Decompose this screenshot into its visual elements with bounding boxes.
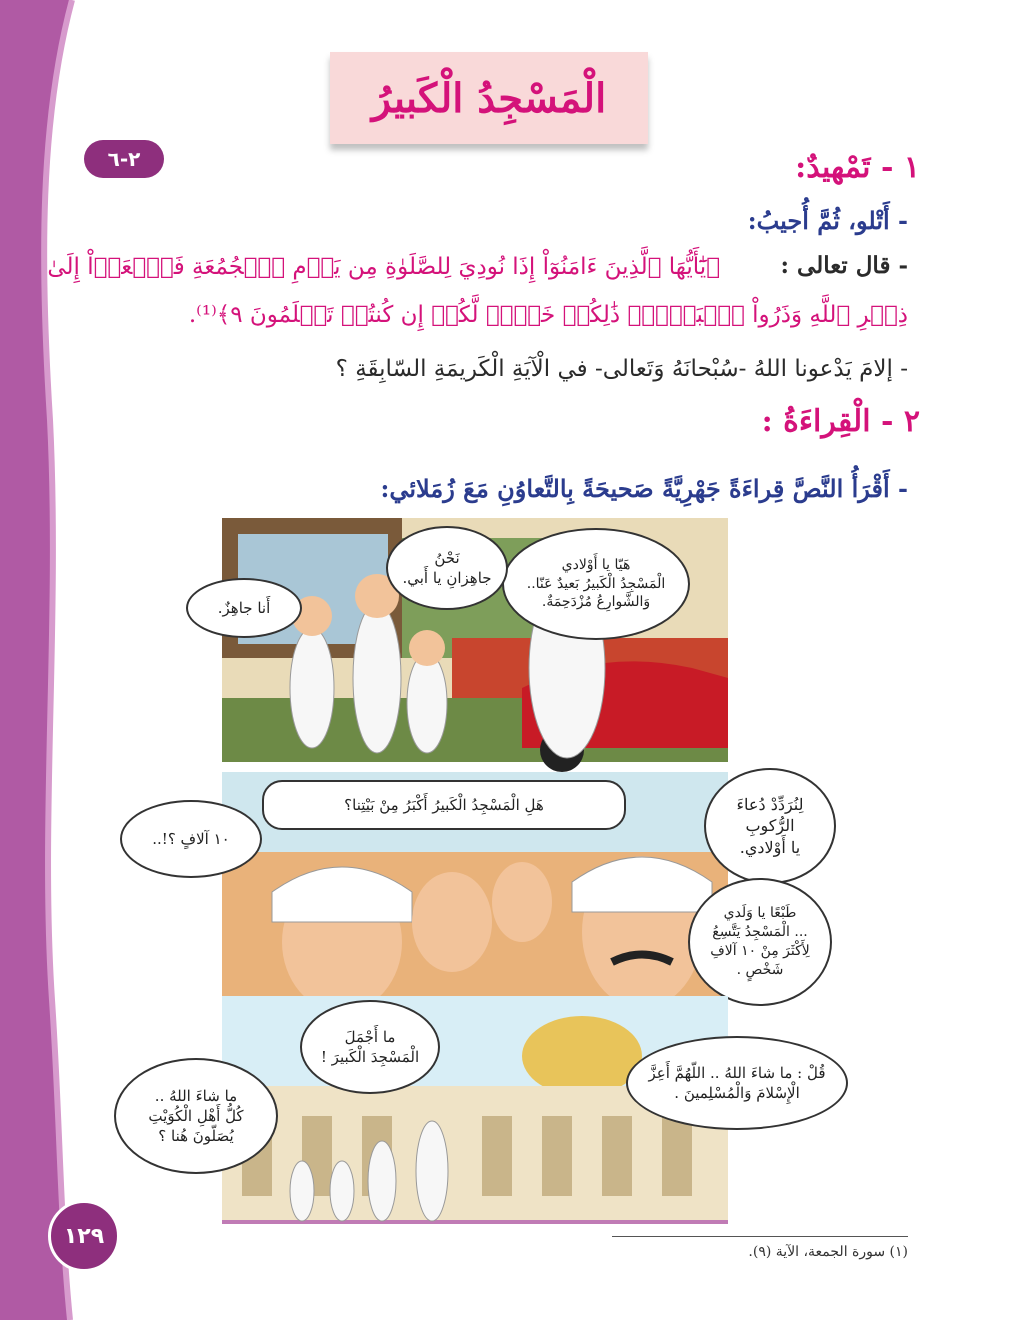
bubble-ten-thousand: ١٠ آلافٍ ؟!.. bbox=[120, 800, 262, 878]
comic-panel-3 bbox=[148, 1000, 826, 1224]
section2-instruction: - أَقْرَأُ النَّصَّ قِراءَةً جَهْرِيَّةً صَحيحَةً بِالتَّعاوُنِ مَعَ زُمَلائي: bbox=[380, 474, 908, 503]
bubble-child-ready: أَنا جاهِزٌ. bbox=[186, 578, 302, 638]
bubble-mosque-capacity: طَبْعًا يا وَلَدي ... الْمَسْجِدُ يَتَّسِعُ لِأَكْثَرَ مِنْ ١٠ آلافِ شَخْصٍ . bbox=[688, 878, 832, 1006]
section1-heading: ١ - تَمْهيدٌ: bbox=[795, 150, 920, 185]
bubble-mashallah-father: قُلْ : ما شاءَ اللهُ .. اللّهُمَّ أَعِزَّ الْإِسْلامَ وَالْمُسْلِمينَ . bbox=[626, 1036, 848, 1130]
section1-instruction: - أَتْلو، ثُمَّ أُجيبُ: bbox=[747, 206, 908, 235]
bubble-all-kuwait: ما شاءَ اللهُ .. كُلُّ أَهْلِ الْكُوَيْتِ يُصَلّونَ هُنا ؟ bbox=[114, 1058, 278, 1174]
section1-question: - إلامَ يَدْعونا اللهُ -سُبْحانَهُ وَتَعالى- في الْآيَةِ الْكَريمَةِ السّابِقَةِ ؟ bbox=[335, 356, 908, 382]
footnote-divider bbox=[612, 1236, 908, 1237]
page-title: الْمَسْجِدُ الْكَبيرُ bbox=[371, 74, 607, 122]
bubble-ride-prayer: لِنُرَدِّدْ دُعاءَ الرُّكوبِ يا أَوْلادي. bbox=[704, 768, 836, 884]
page-number: ١٢٩ bbox=[48, 1200, 120, 1272]
bubble-question-house: هَلِ الْمَسْجِدُ الْكَبيرُ أَكْبَرُ مِنْ بَيْتِنا؟ bbox=[262, 780, 626, 830]
verse-line-2: ذِكۡرِ ٱللَّهِ وَذَرُواْ ٱلۡبَيۡعَۚ ذَٰلِكُمۡ خَيۡرٞ لَّكُمۡ إِن كُنتُمۡ تَعۡلَمُونَ ٩﴾⁽¹⁾. bbox=[188, 302, 908, 328]
title-box bbox=[330, 52, 648, 144]
comic-panel-2 bbox=[152, 772, 810, 1008]
footnote: (١) سورة الجمعة، الآية (٩). bbox=[748, 1244, 908, 1260]
bubble-father-hurry: هَيّا يا أَوْلادي الْمَسْجِدُ الْكَبيرُ بَعيدٌ عَنّا.. وَالشَّوارِعُ مُزْدَحِمَةٌ. bbox=[502, 528, 690, 640]
comic-panel-1 bbox=[217, 518, 728, 762]
bubble-how-beautiful: ما أَجْمَلَ الْمَسْجِدَ الْكَبيرَ ! bbox=[300, 1000, 440, 1094]
lesson-badge: ٢-٦ bbox=[84, 140, 164, 178]
verse-line-1: ﴿يَٰٓأَيُّهَا ٱلَّذِينَ ءَامَنُوٓاْ إِذَا نُودِيَ لِلصَّلَوٰةِ مِن يَوۡمِ ٱلۡجُمُعَةِ فَٱسۡعَوۡاْ إِلَىٰ bbox=[47, 254, 720, 280]
side-band bbox=[0, 0, 100, 1320]
bubble-older-boys: نَحْنُ جاهِزانِ يا أَبي. bbox=[386, 526, 508, 610]
qala-prefix: - قال تعالى : bbox=[780, 252, 908, 279]
section2-heading: ٢ - الْقِراءَةُ : bbox=[761, 404, 920, 439]
